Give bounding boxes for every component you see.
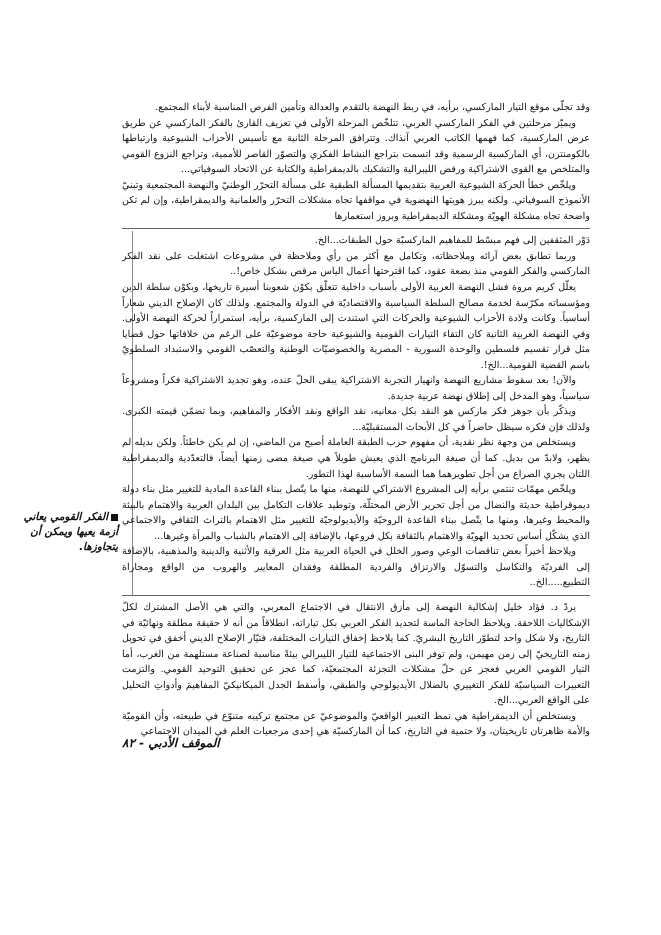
- article-paragraph: ويستخلص من وجهة نظر نقدية، أن مفهوم حزب الطبقة العاملة أصبح من الماضي، إن لم يكن خاطئاً. ولكن بديله لم يظهر، ولابدّ من بديل. كما أن صيغة البرنامج الذي يعيش طويلاً هي صيغة مضى زمنها أيضاً، فالتعدّدية والديمقراطية اللتان يجري الصراع من أجل تطويرهما هما السمة الأساسية لهذا التطور.: [122, 437, 590, 480]
- divider: [122, 595, 590, 596]
- footer-text: الموقف الأدبي - ٨٢: [122, 736, 220, 750]
- article-paragraph: دَوْر المثقفين إلى فهم مبسّط للمفاهيم الماركسيّة حول الطبقات...الخ.: [314, 235, 590, 247]
- divider: [122, 228, 590, 229]
- bullet-square-icon: [111, 514, 118, 521]
- article-paragraph: ويميّز مرحلتين في الفكر الماركسي العربي، تتلخّص المرحلة الأولى في تعريف القارئ بالفكر الماركسي عن طريق عرض الماركسية، كما فهمها الكاتب العربي آنذاك. وتترافق المرحلة الثانية مع تأسيس الأحزاب الشيوعية وارتباطها بالكومنترن، أي الماركسية الرسمية وقد اتسمت بتراجع النشاط الفكري والتصوّر القاصر للأممية، وتراجع النزوع القومي والمتلخص مع القوى الاشتراكية ورفض الليبرالية والتشكيك بالديمقراطية والكتابة عن الاتحاد السوفياتي...: [122, 117, 590, 176]
- article-paragraph: وقد تجلّى موقع التيار الماركسي، برأيه، في ربط النهضة بالتقدم والعدالة وتأمين الفرص المناسبة لأبناء المجتمع.: [155, 102, 590, 113]
- article-paragraph: ويلاحظ أخيراً بعض تناقضات الوعي وصور الخلل في الحياة العربية مثل العرقية والأثنية والدينية والمذهبية، بالإضافة إلى الفرديّة والتكاسل والتسوّل والارتزاق والفردية المطلقة وفقدان المعايير والهروب من الواقع ومجاراة التطبيع.....الخ..: [122, 546, 590, 589]
- pull-quote: [22, 510, 118, 555]
- article-body: [122, 100, 590, 740]
- page-footer: [122, 736, 292, 750]
- article-paragraph: وربما تطابق بعض آرائه وملاحظاته، وتكامل مع أكثر من رأي وملاحظة في مشروعات اشتغلت على نقد الفكر الماركسي والفكر القومي منذ بضعة عقود، كما اقترحتها أعمال الياس مرقص بشكل خاص!..: [122, 250, 590, 278]
- article-paragraph: ويستخلص أن الديمقراطية هي نمط التعبير الواقعيّ والموضوعيّ عن مجتمع تركيبه متنوّع في طبيعته، وأن القوميّة والأمة ظاهرتان تاريخيتان، ولا حتمية في التاريخ، كما أن الماركسيّة هي إحدى مرجعيات العلم في الميدان الاجتماعي: [122, 710, 590, 738]
- article-paragraph: يردّ د. فؤاد خليل إشكالية النهضة إلى مأزق الانتقال في الاجتماع المعربي، والتي هي الأصل المشترك لكلّ الإشكاليات اللاحقة. ويلاحظ الحاجة الماسة لتجديد الفكر العربي بكل تياراته، انطلاقاً من أنه لا حقيقة مطلقة ونهائيّة في التاريخ، ولا شكل واحد لتطوّر التاريخ البشريّ. كما يلاحظ إخفاق التيارات المختلفة، فتيّار الإصلاح الديني أخفق في تحويل زمنه التاريخيّ إلى زمن مهيمن، ولم توفر البنى الاجتماعية للتيار الليبرالي بيئةً مناسبة لصناعة مستلهمة من الغرب، أما التيار القومي العربي فعجز عن حلّ مشكلات التجزئة المجتمعيّة، كما عجز عن تحقيق التوحيد القومي. والتزمت التعبيرات السياسيّة للفكر التغييري بالضلال الأيديولوجي والطبقي، وأسقط الجدل الميكانيكيّ المفاهيمَ وأدواتِ التحليل على الواقع العربي...الخ.: [122, 601, 590, 707]
- article-paragraph: ويلخّص خطأ الحركة الشيوعية العربية بتقديمها المسألة الطبقية على مسألة التحرّر الوطنيّ والنهضة المجتمعية وتبنيّ الأنموذج السوفياتي. ولكنه يبرز هويتها النهضوية في مواقفها تجاه مشكلات التحرّر والعلمانية والديمقراطية، وإن لم تكن واضحة تجاه مشكلة الهويّة ومشكلة الديمقراطية وبروز استعمارها: [122, 179, 590, 222]
- pull-quote-text: الفكر القومي يعاني أزمة يعيها ويمكن أن يتجاوزها.: [23, 511, 118, 553]
- article-paragraph: ويلخّص مهمّات تنتمي برأيه إلى المشروع الاشتراكي للنهضة، منها ما يتّصل ببناء القاعدة المادية للتغيير مثل بناء دولة ديموقراطية حديثة والنضال من أجل تحرير الأرض المحتلّة، وتوطيد علاقات التكامل بين البلدان العربية والاهتمام بالبيئة والمحيط وغيرها، ومنها ما يتّصل ببناء القاعدة الروحيّة والأيديولوجيّة للتغيير مثل الاهتمام بالتراث الثقافي والاجتماعي الذي يشكّل أساس تحديد الهويّة والاهتمام بالثقافة بكل فروعها، بالإضافة إلى الاهتمام بالشباب والمرأة وغيرها...: [122, 484, 591, 542]
- article-paragraph: ويذكّر بأن جوهر فكر ماركس هو النقد بكل معانيه، نقد الواقع ونقد الأفكار والمفاهيم، وبما تضمّن قيمته الكبرى. ولذلك فإن فكره سيظل حاضراً في كل الأبحاث المستقبليّة...: [122, 406, 590, 433]
- article-paragraph: والآن! بعد سقوط مشاريع النهضة وانهيار التجربة الاشتراكية يبقى الحلّ عنده، وهو تجديد الاشتراكية فكراً ومشروعاً سياسياً، وهو المدخل إلى إطلاق نهضة عربية جديدة.: [122, 375, 590, 402]
- article-paragraph: يعلّل كريم مروة فشل النهضة العربية الأولى بأسباب داخلية تتعلّق بكوْن شعوبنا أسيرة تاريخها، وبكوْن سلطة الدين ومؤسساته مكرّسة لخدمة مصالح السلطة السياسية والاقتصاديّة في الدولة والمجتمع. ولذلك كان الإصلاح الديني شعاراً أساسياً. وكانت ولادة الأحزاب الشيوعية والحركات التي استندت إلى الماركسية، برأيه، استمراراً لحركة النهضة الأولى. وفي النهضة العربية الثانية كان التقاء التيارات القومية والشيوعية حاجة موضوعيّة على الرغم من خلافاتها حول قضايا مثل قرار تقسيم فلسطين والوحدة السورية - المصرية والخصوصيّات الوطنية والتعصّب القومي والاستبداد السلطويّ باسم القضية القومية...الخ!.: [122, 282, 590, 371]
